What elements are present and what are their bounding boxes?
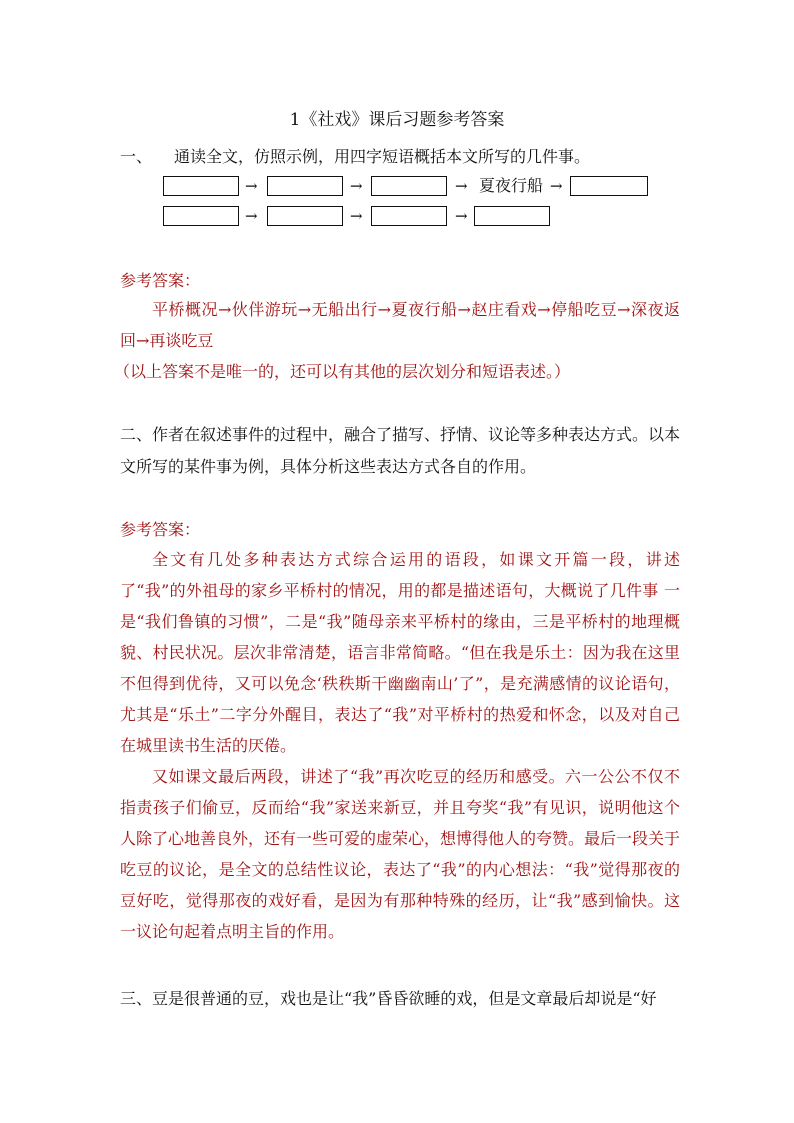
- document-title: 1《社戏》课后习题参考答案: [289, 110, 505, 130]
- blank-box[interactable]: [267, 176, 343, 196]
- question-1-text: 通读全文，仿照示例，用四字短语概括本文所写的几件事。: [174, 147, 591, 166]
- blank-box[interactable]: [474, 206, 550, 226]
- arrow: →: [455, 207, 468, 225]
- answer-1-text: 平桥概况→伙伴游玩→无船出行→夏夜行船→赵庄看戏→停船吃豆→深夜返回→再谈吃豆: [120, 300, 680, 350]
- blank-box[interactable]: [570, 176, 648, 196]
- answer-1-note: （以上答案不是唯一的，还可以有其他的层次划分和短语表述。）: [114, 362, 571, 381]
- arrow: →: [455, 177, 468, 195]
- question-1-number: 一、: [120, 147, 153, 166]
- answer-2-paragraph-2: 又如课文最后两段，讲述了“我”再次吃豆的经历和感受。六一公公不仅不指责孩子们偷豆，反而给“我”家送来新豆，并且夸奖“我”有见识，说明他这个人除了心地善良外，还有一些可爱的虚荣心，想博得他人的夸赞。最后一段关于吃豆的议论，是全文的总结性议论，表达了“我”的内心想法：“我”觉得那夜的豆好吃，觉得那夜的戏好看，是因为有那种特殊的经历，让“我”感到愉快。这一议论句起着点明主旨的作用。: [120, 767, 681, 941]
- answer-2: [120, 544, 680, 947]
- arrow: →: [245, 177, 258, 195]
- arrow: →: [350, 177, 363, 195]
- arrow: →: [245, 207, 258, 225]
- blank-box[interactable]: [371, 176, 447, 196]
- question-2: 二、作者在叙述事件的过程中，融合了描写、抒情、议论等多种表达方式。以本文所写的某件事为例，具体分析这些表达方式各自的作用。: [120, 425, 681, 476]
- blank-box[interactable]: [267, 206, 343, 226]
- answer-1-label: 参考答案：: [120, 271, 201, 290]
- arrow: →: [550, 177, 563, 195]
- answer-1: [114, 294, 680, 387]
- question-1: [120, 141, 680, 173]
- answer-2-paragraph-1: 全文有几处多种表达方式综合运用的语段，如课文开篇一段，讲述了“我”的外祖母的家乡平桥村的情况，用的都是描述语句，大概说了几件事 一是“我们鲁镇的习惯”，二是“我”随母亲来平桥村的缘由，三是平桥村的地理概貌、村民状况。层次非常清楚，语言非常简略。“但在我是乐土：因为我在这里不但得到优待，又可以免念‘秩秩斯干幽幽南山’了”，是充满感情的议论语句，尤其是“乐土”二字分外醒目，表达了“我”对平桥村的热爱和怀念，以及对自己在城里读书生活的厌倦。: [120, 550, 680, 755]
- arrow: →: [350, 207, 363, 225]
- blank-box[interactable]: [163, 176, 239, 196]
- answer-2-label: 参考答案：: [120, 520, 201, 539]
- question-3: 三、豆是很普通的豆，戏也是让“我”昏昏欲睡的戏，但是文章最后却说是“好: [120, 989, 657, 1008]
- example-answer: 夏夜行船: [479, 176, 544, 195]
- blank-box[interactable]: [163, 206, 239, 226]
- blank-box[interactable]: [371, 206, 447, 226]
